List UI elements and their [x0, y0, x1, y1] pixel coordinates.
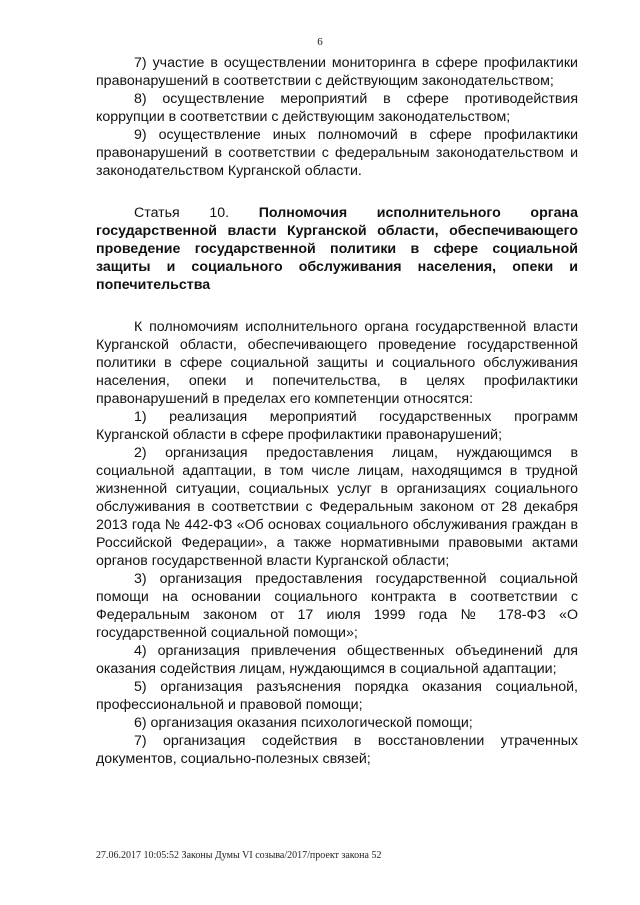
list-item: 1) реализация мероприятий государственных программ Курганской области в сфере профилактики правонарушений;: [96, 409, 578, 443]
page-number: 6: [317, 36, 323, 48]
footer-stamp: 27.06.2017 10:05:52 Законы Думы VI созыва/2017/проект закона 52: [96, 850, 382, 861]
article-heading: [96, 204, 578, 294]
spacer: [96, 180, 578, 204]
document-body: [96, 54, 578, 768]
list-item: 2) организация предоставления лицам, нуждающимся в социальной адаптации, в том числе лицам, находящимся в трудной жизненной ситуации, социальных услуг в организациях социального обслуживания в соответствии с Федеральным законом от 28 декабря 2013 года № 442-ФЗ «Об основах социального обслуживания граждан в Российской Федерации», а также нормативными правовыми актами органов государственной власти Курганской области;: [96, 445, 578, 569]
spacer: [96, 294, 578, 318]
list-item: 9) осуществление иных полномочий в сфере профилактики правонарушений в соответствии с федеральным законодательством и законодательством Курганской области.: [96, 127, 578, 179]
list-item: 3) организация предоставления государственной социальной помощи на основании социального контракта в соответствии с Федеральным законом от 17 июля 1999 года № 178-ФЗ «О государственной социальной помощи»;: [96, 571, 578, 641]
article-title: Полномочия исполнительного органа государственной власти Курганской области, обеспечивающего проведение государственной политики в сфере социальной защиты и социального обслуживания населения, опеки и попечительства: [96, 205, 579, 293]
list-item: 5) организация разъяснения порядка оказания социальной, профессиональной и правовой помощи;: [96, 679, 578, 713]
article-number: Статья 10.: [134, 205, 230, 221]
list-item: 8) осуществление мероприятий в сфере противодействия коррупции в соответствии с действующим законодательством;: [96, 91, 578, 125]
list-item: 4) организация привлечения общественных объединений для оказания содействия лицам, нуждающимся в социальной адаптации;: [96, 643, 578, 677]
article-intro: К полномочиям исполнительного органа государственной власти Курганской области, обеспечивающего проведение государственной политики в сфере социальной защиты и социального обслуживания населения, опеки и попечительства, в целях профилактики правонарушений в пределах его компетенции относятся:: [96, 319, 578, 407]
list-item: 7) организация содействия в восстановлении утраченных документов, социально-полезных связей;: [96, 733, 578, 767]
list-item: 6) организация оказания психологической помощи;: [134, 715, 473, 731]
list-item: 7) участие в осуществлении мониторинга в сфере профилактики правонарушений в соответствии с действующим законодательством;: [96, 55, 578, 89]
